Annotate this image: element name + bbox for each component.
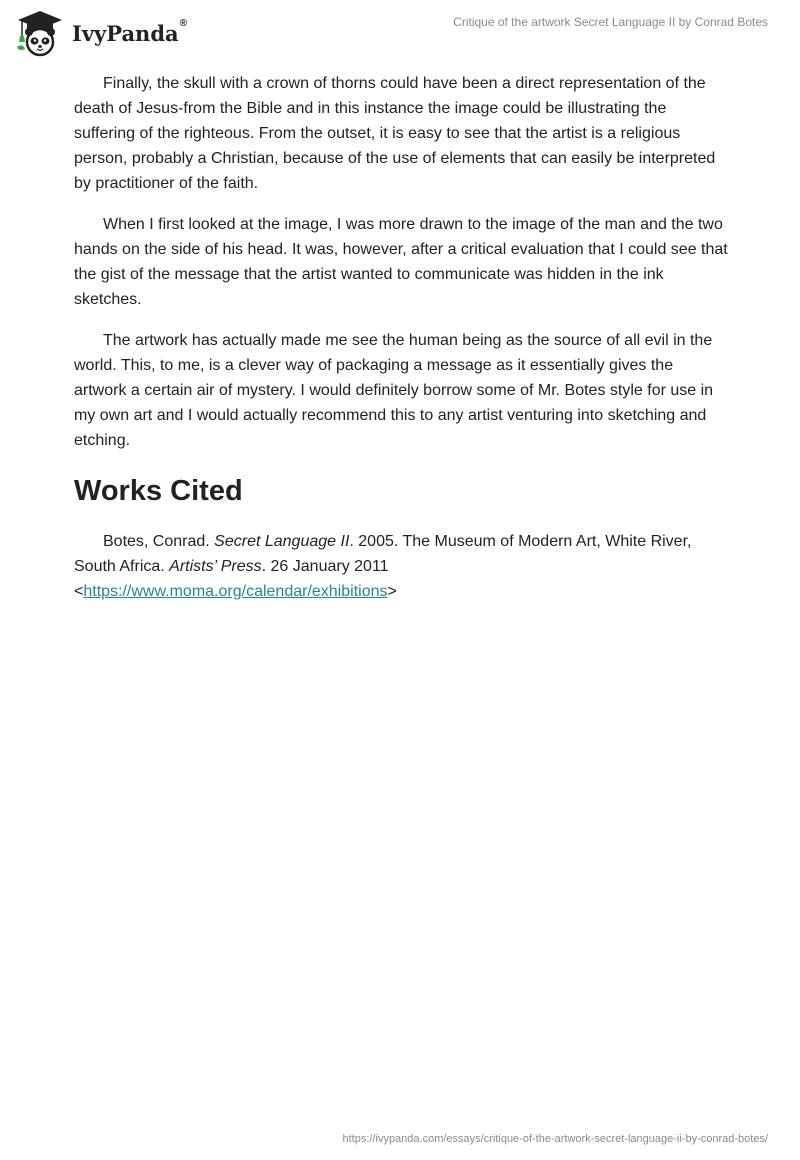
body-paragraph: When I first looked at the image, I was more drawn to the image of the man and the two hands on the side of his head. It was, however, after a critical evaluation that I could see that the gist of the message that the artist wanted to communicate was hidden in the ink sketches. bbox=[74, 216, 728, 308]
citation-details: . 2005. The Museum of Modern Art, White River, South Africa. bbox=[74, 533, 692, 575]
works-cited-heading: Works Cited bbox=[74, 475, 243, 507]
footer-source-url: https://ivypanda.com/essays/critique-of-the-artwork-secret-language-ii-by-conrad-botes/ bbox=[342, 1133, 768, 1145]
citation-url-link[interactable]: https://www.moma.org/calendar/exhibitions bbox=[83, 583, 388, 600]
document-title: Critique of the artwork Secret Language II by Conrad Botes bbox=[453, 15, 768, 29]
registered-mark: ® bbox=[179, 17, 187, 29]
body-paragraph: Finally, the skull with a crown of thorns could have been a direct representation of the death of Jesus-from the Bible and in this instance the image could be illustrating the suffering of the righteous. From the outset, it is easy to see that the artist is a religious person, probably a Christian, because of the use of elements that can easily be interpreted by practitioner of the faith. bbox=[74, 75, 716, 192]
panda-graduate-icon bbox=[14, 9, 66, 57]
citation-date: . 26 January 2011 bbox=[261, 558, 389, 575]
logo-wordmark: IvyPanda® bbox=[72, 17, 187, 46]
citation-close-bracket: > bbox=[387, 583, 397, 600]
ivypanda-logo[interactable] bbox=[14, 9, 187, 57]
body-paragraph: The artwork has actually made me see the human being as the source of all evil in the world. This, to me, is a clever way of packaging a message as it essentially gives the artwork a certain air of mystery. I would definitely borrow some of Mr. Botes style for use in my own art and I would actually recommend this to any artist venturing into sketching and etching. bbox=[74, 332, 714, 449]
citation-entry bbox=[74, 529, 728, 604]
citation-author: Botes, Conrad. bbox=[103, 533, 215, 550]
citation-open-bracket: < bbox=[74, 583, 84, 600]
essay-content bbox=[74, 71, 728, 604]
citation-publisher: Artists’ Press bbox=[169, 558, 262, 575]
page-header bbox=[0, 0, 800, 64]
citation-work-title: Secret Language II bbox=[214, 533, 350, 550]
